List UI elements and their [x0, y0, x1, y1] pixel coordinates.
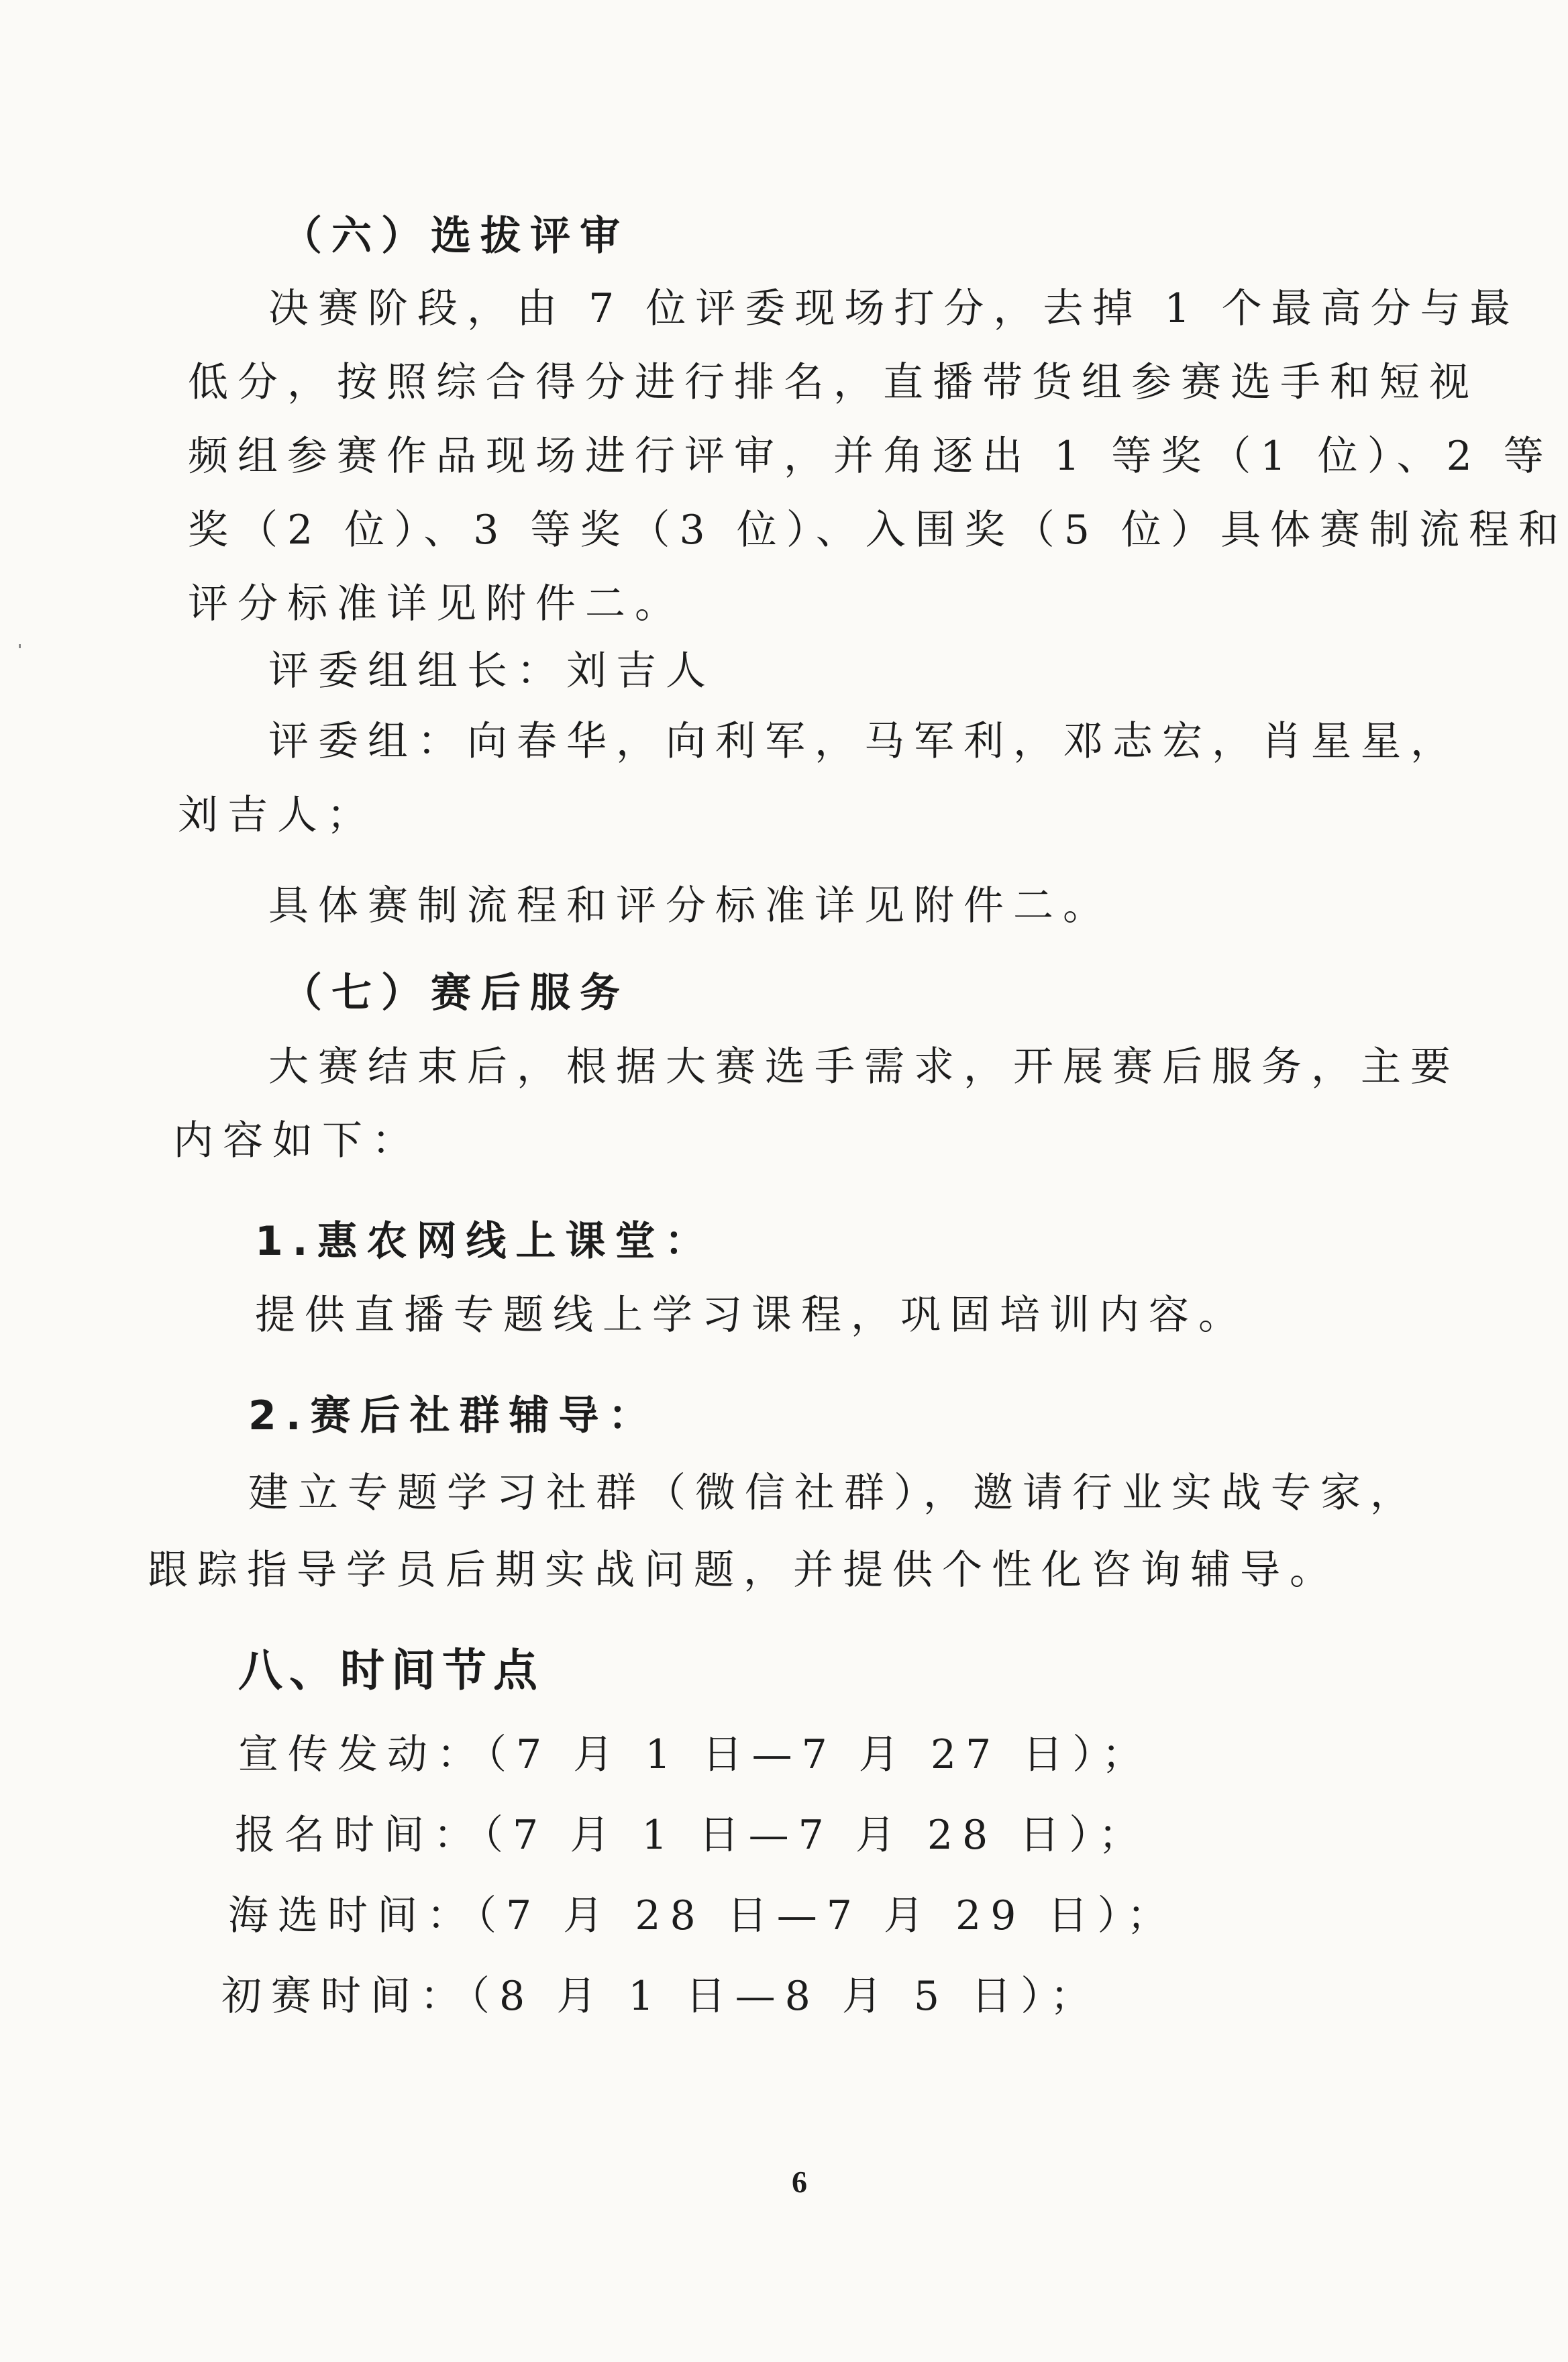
service-item-2-text-line: 跟踪指导学员后期实战问题，并提供个性化咨询辅导。	[148, 1547, 1339, 1594]
section-8-heading: 八、时间节点	[238, 1645, 544, 1696]
service-item-2-title: 2.赛后社群辅导：	[248, 1392, 658, 1439]
timeline-item: 宣传发动：（7 月 1 日—7 月 27 日）；	[238, 1731, 1152, 1778]
section-6-paragraph-line: 低分，按照综合得分进行排名，直播带货组参赛选手和短视	[188, 359, 1479, 406]
section-6-paragraph-line: 频组参赛作品现场进行评审，并角逐出 1 等奖（1 位）、2 等	[188, 433, 1553, 480]
section-6-paragraph-line: 评分标准详见附件二。	[188, 580, 684, 627]
section-7-intro-line: 内容如下：	[173, 1117, 421, 1164]
section-6-paragraph-line: 决赛阶段，由 7 位评委现场打分，去掉 1 个最高分与最	[268, 285, 1520, 332]
service-item-1-text: 提供直播专题线上学习课程，巩固培训内容。	[255, 1292, 1248, 1339]
judge-leader-line: 评委组组长：刘吉人	[268, 648, 715, 695]
section-6-note: 具体赛制流程和评分标准详见附件二。	[268, 882, 1112, 929]
section-6-heading: （六）选拔评审	[282, 213, 629, 260]
judge-members-line: 评委组：向春华，向利军，马军利，邓志宏，肖星星，	[268, 718, 1460, 765]
section-7-heading: （七）赛后服务	[282, 970, 629, 1017]
service-item-1-title: 1.惠农网线上课堂：	[255, 1218, 715, 1265]
scan-speck	[19, 644, 21, 648]
judge-members-line: 刘吉人；	[178, 792, 376, 839]
page-number: 6	[792, 2165, 807, 2199]
timeline-item: 报名时间：（7 月 1 日—7 月 28 日）；	[235, 1812, 1149, 1859]
section-7-intro-line: 大赛结束后，根据大赛选手需求，开展赛后服务，主要	[268, 1043, 1460, 1090]
timeline-item: 初赛时间：（8 月 1 日—8 月 5 日）；	[221, 1973, 1100, 2020]
service-item-2-text-line: 建立专题学习社群（微信社群），邀请行业实战专家，	[248, 1470, 1420, 1517]
section-6-paragraph-line: 奖（2 位）、3 等奖（3 位）、入围奖（5 位）具体赛制流程和	[188, 507, 1568, 554]
timeline-item: 海选时间：（7 月 28 日—7 月 29 日）；	[228, 1892, 1177, 1939]
